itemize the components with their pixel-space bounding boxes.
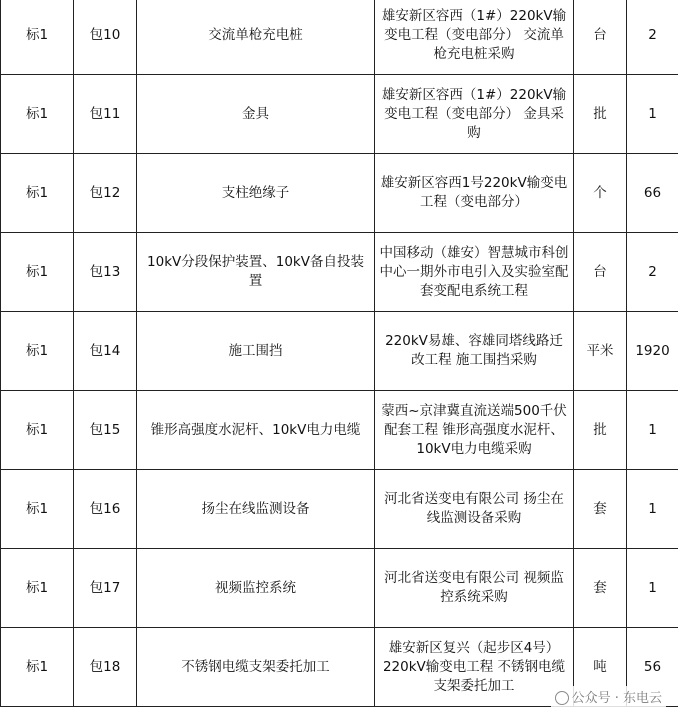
quantity-cell: 66: [627, 154, 678, 233]
unit-cell: 批: [574, 391, 627, 470]
section-cell: 标1: [1, 154, 74, 233]
project-cell: 河北省送变电有限公司 扬尘在线监测设备采购: [375, 470, 574, 549]
package-cell: 包14: [74, 312, 137, 391]
project-cell: 雄安新区容西（1#）220kV输变电工程（变电部分） 金具采购: [375, 75, 574, 154]
quantity-cell: 2: [627, 233, 678, 312]
quantity-cell: 56: [627, 628, 678, 707]
item-cell: 10kV分段保护装置、10kV备自投装置: [137, 233, 375, 312]
section-cell: 标1: [1, 233, 74, 312]
package-cell: 包13: [74, 233, 137, 312]
section-cell: 标1: [1, 470, 74, 549]
table-row: [1, 75, 678, 154]
item-cell: 支柱绝缘子: [137, 154, 375, 233]
item-cell: 锥形高强度水泥杆、10kV电力电缆: [137, 391, 375, 470]
unit-cell: 套: [574, 549, 627, 628]
package-cell: 包16: [74, 470, 137, 549]
unit-cell: 吨: [574, 628, 627, 707]
package-cell: 包11: [74, 75, 137, 154]
table-row: [1, 233, 678, 312]
table-row: [1, 391, 678, 470]
section-cell: 标1: [1, 312, 74, 391]
watermark: [551, 686, 666, 707]
quantity-cell: 1: [627, 549, 678, 628]
item-cell: 不锈钢电缆支架委托加工: [137, 628, 375, 707]
unit-cell: 平米: [574, 312, 627, 391]
unit-cell: 台: [574, 233, 627, 312]
table-row: [1, 549, 678, 628]
table-row: [1, 154, 678, 233]
table-row: [1, 0, 678, 75]
package-cell: 包12: [74, 154, 137, 233]
item-cell: 扬尘在线监测设备: [137, 470, 375, 549]
wechat-icon: [555, 691, 569, 705]
quantity-cell: 2: [627, 0, 678, 75]
unit-cell: 套: [574, 470, 627, 549]
item-cell: 施工围挡: [137, 312, 375, 391]
project-cell: 雄安新区容西（1#）220kV输变电工程（变电部分） 交流单枪充电桩采购: [375, 0, 574, 75]
package-cell: 包15: [74, 391, 137, 470]
quantity-cell: 1: [627, 75, 678, 154]
section-cell: 标1: [1, 75, 74, 154]
project-cell: 雄安新区容西1号220kV输变电工程（变电部分）: [375, 154, 574, 233]
package-cell: 包17: [74, 549, 137, 628]
project-cell: 河北省送变电有限公司 视频监控系统采购: [375, 549, 574, 628]
unit-cell: 个: [574, 154, 627, 233]
section-cell: 标1: [1, 549, 74, 628]
quantity-cell: 1920: [627, 312, 678, 391]
package-cell: 包18: [74, 628, 137, 707]
section-cell: 标1: [1, 628, 74, 707]
item-cell: 交流单枪充电桩: [137, 0, 375, 75]
section-cell: 标1: [1, 0, 74, 75]
item-cell: 金具: [137, 75, 375, 154]
unit-cell: 台: [574, 0, 627, 75]
table-row: [1, 470, 678, 549]
package-cell: 包10: [74, 0, 137, 75]
project-cell: 中国移动（雄安）智慧城市科创中心一期外市电引入及实验室配套变配电系统工程: [375, 233, 574, 312]
project-cell: 雄安新区复兴（起步区4号）220kV输变电工程 不锈钢电缆支架委托加工: [375, 628, 574, 707]
unit-cell: 批: [574, 75, 627, 154]
project-cell: 220kV易雄、容雄同塔线路迁改工程 施工围挡采购: [375, 312, 574, 391]
table-row: [1, 312, 678, 391]
quantity-cell: 1: [627, 470, 678, 549]
section-cell: 标1: [1, 391, 74, 470]
item-cell: 视频监控系统: [137, 549, 375, 628]
quantity-cell: 1: [627, 391, 678, 470]
project-cell: 蒙西~京津冀直流送端500千伏配套工程 锥形高强度水泥杆、10kV电力电缆采购: [375, 391, 574, 470]
watermark-text: 公众号 · 东电云: [571, 691, 662, 706]
